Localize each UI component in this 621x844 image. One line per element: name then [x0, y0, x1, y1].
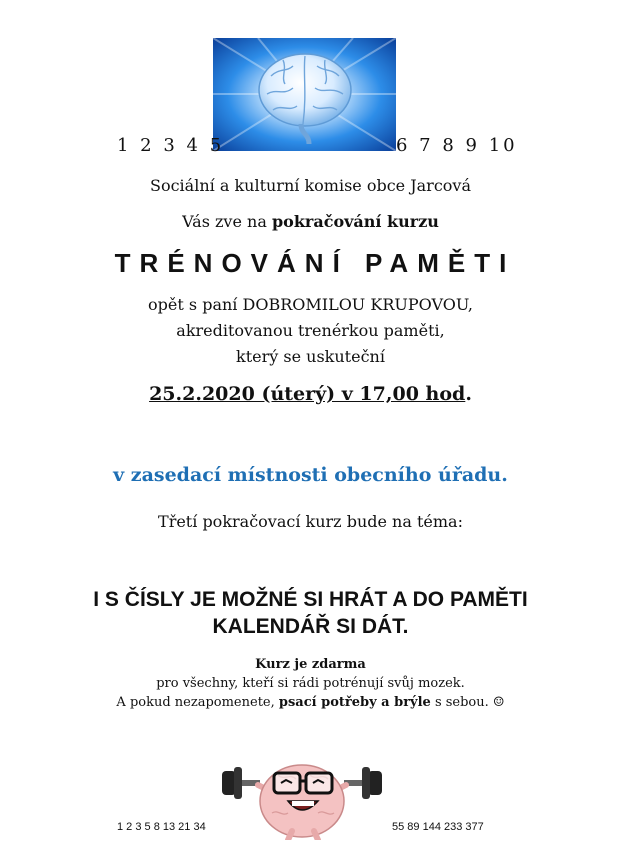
invitation-line [0, 212, 621, 231]
free-note: Kurz je zdarma [255, 657, 366, 672]
fibonacci-left: 1 2 3 5 8 13 21 34 [117, 821, 206, 833]
dumbbell-right-icon [344, 767, 382, 799]
topic-line-1: I S ČÍSLY JE MOŽNÉ SI HRÁT A DO PAMĚTI [93, 588, 528, 611]
numbers-left: 1 2 3 4 5 [117, 135, 225, 156]
venue: v zasedací místnosti obecního úřadu. [113, 464, 508, 486]
reminder-prefix: A pokud nezapomenete, [116, 695, 279, 710]
topic-intro: Třetí pokračovací kurz bude na téma: [158, 512, 463, 531]
trainer-line-3: který se uskuteční [236, 347, 385, 366]
reminder-note [0, 693, 621, 712]
event-date-text: 25.2.2020 (úterý) v 17,00 hod [149, 383, 466, 405]
invitation-course: pokračování kurzu [271, 212, 439, 231]
trainer-line-1: opět s paní DOBROMILOU KRUPOVOU, [148, 295, 473, 314]
main-title: TRÉNOVÁNÍ PAMĚTI [114, 248, 516, 278]
brain-image [213, 38, 396, 151]
dumbbell-left-icon [222, 767, 260, 799]
topic-line-2: KALENDÁŘ SI DÁT. [212, 615, 409, 638]
organizer-line: Sociální a kulturní komise obce Jarcová [149, 176, 471, 195]
trainer-line-2: akreditovanou trenérkou paměti, [176, 321, 445, 340]
fibonacci-right: 55 89 144 233 377 [392, 821, 484, 833]
reminder-items: psací potřeby a brýle [278, 695, 431, 710]
invitation-prefix: Vás zve na [182, 212, 272, 231]
event-date-suffix: . [465, 383, 472, 405]
reminder-suffix: s sebou. ☺ [430, 695, 505, 710]
event-date [0, 383, 621, 405]
numbers-right: 6 7 8 9 10 [396, 135, 518, 156]
brain-mascot-image [218, 753, 386, 840]
audience-note: pro všechny, kteří si rádi potrénují svůj mozek. [156, 676, 465, 691]
